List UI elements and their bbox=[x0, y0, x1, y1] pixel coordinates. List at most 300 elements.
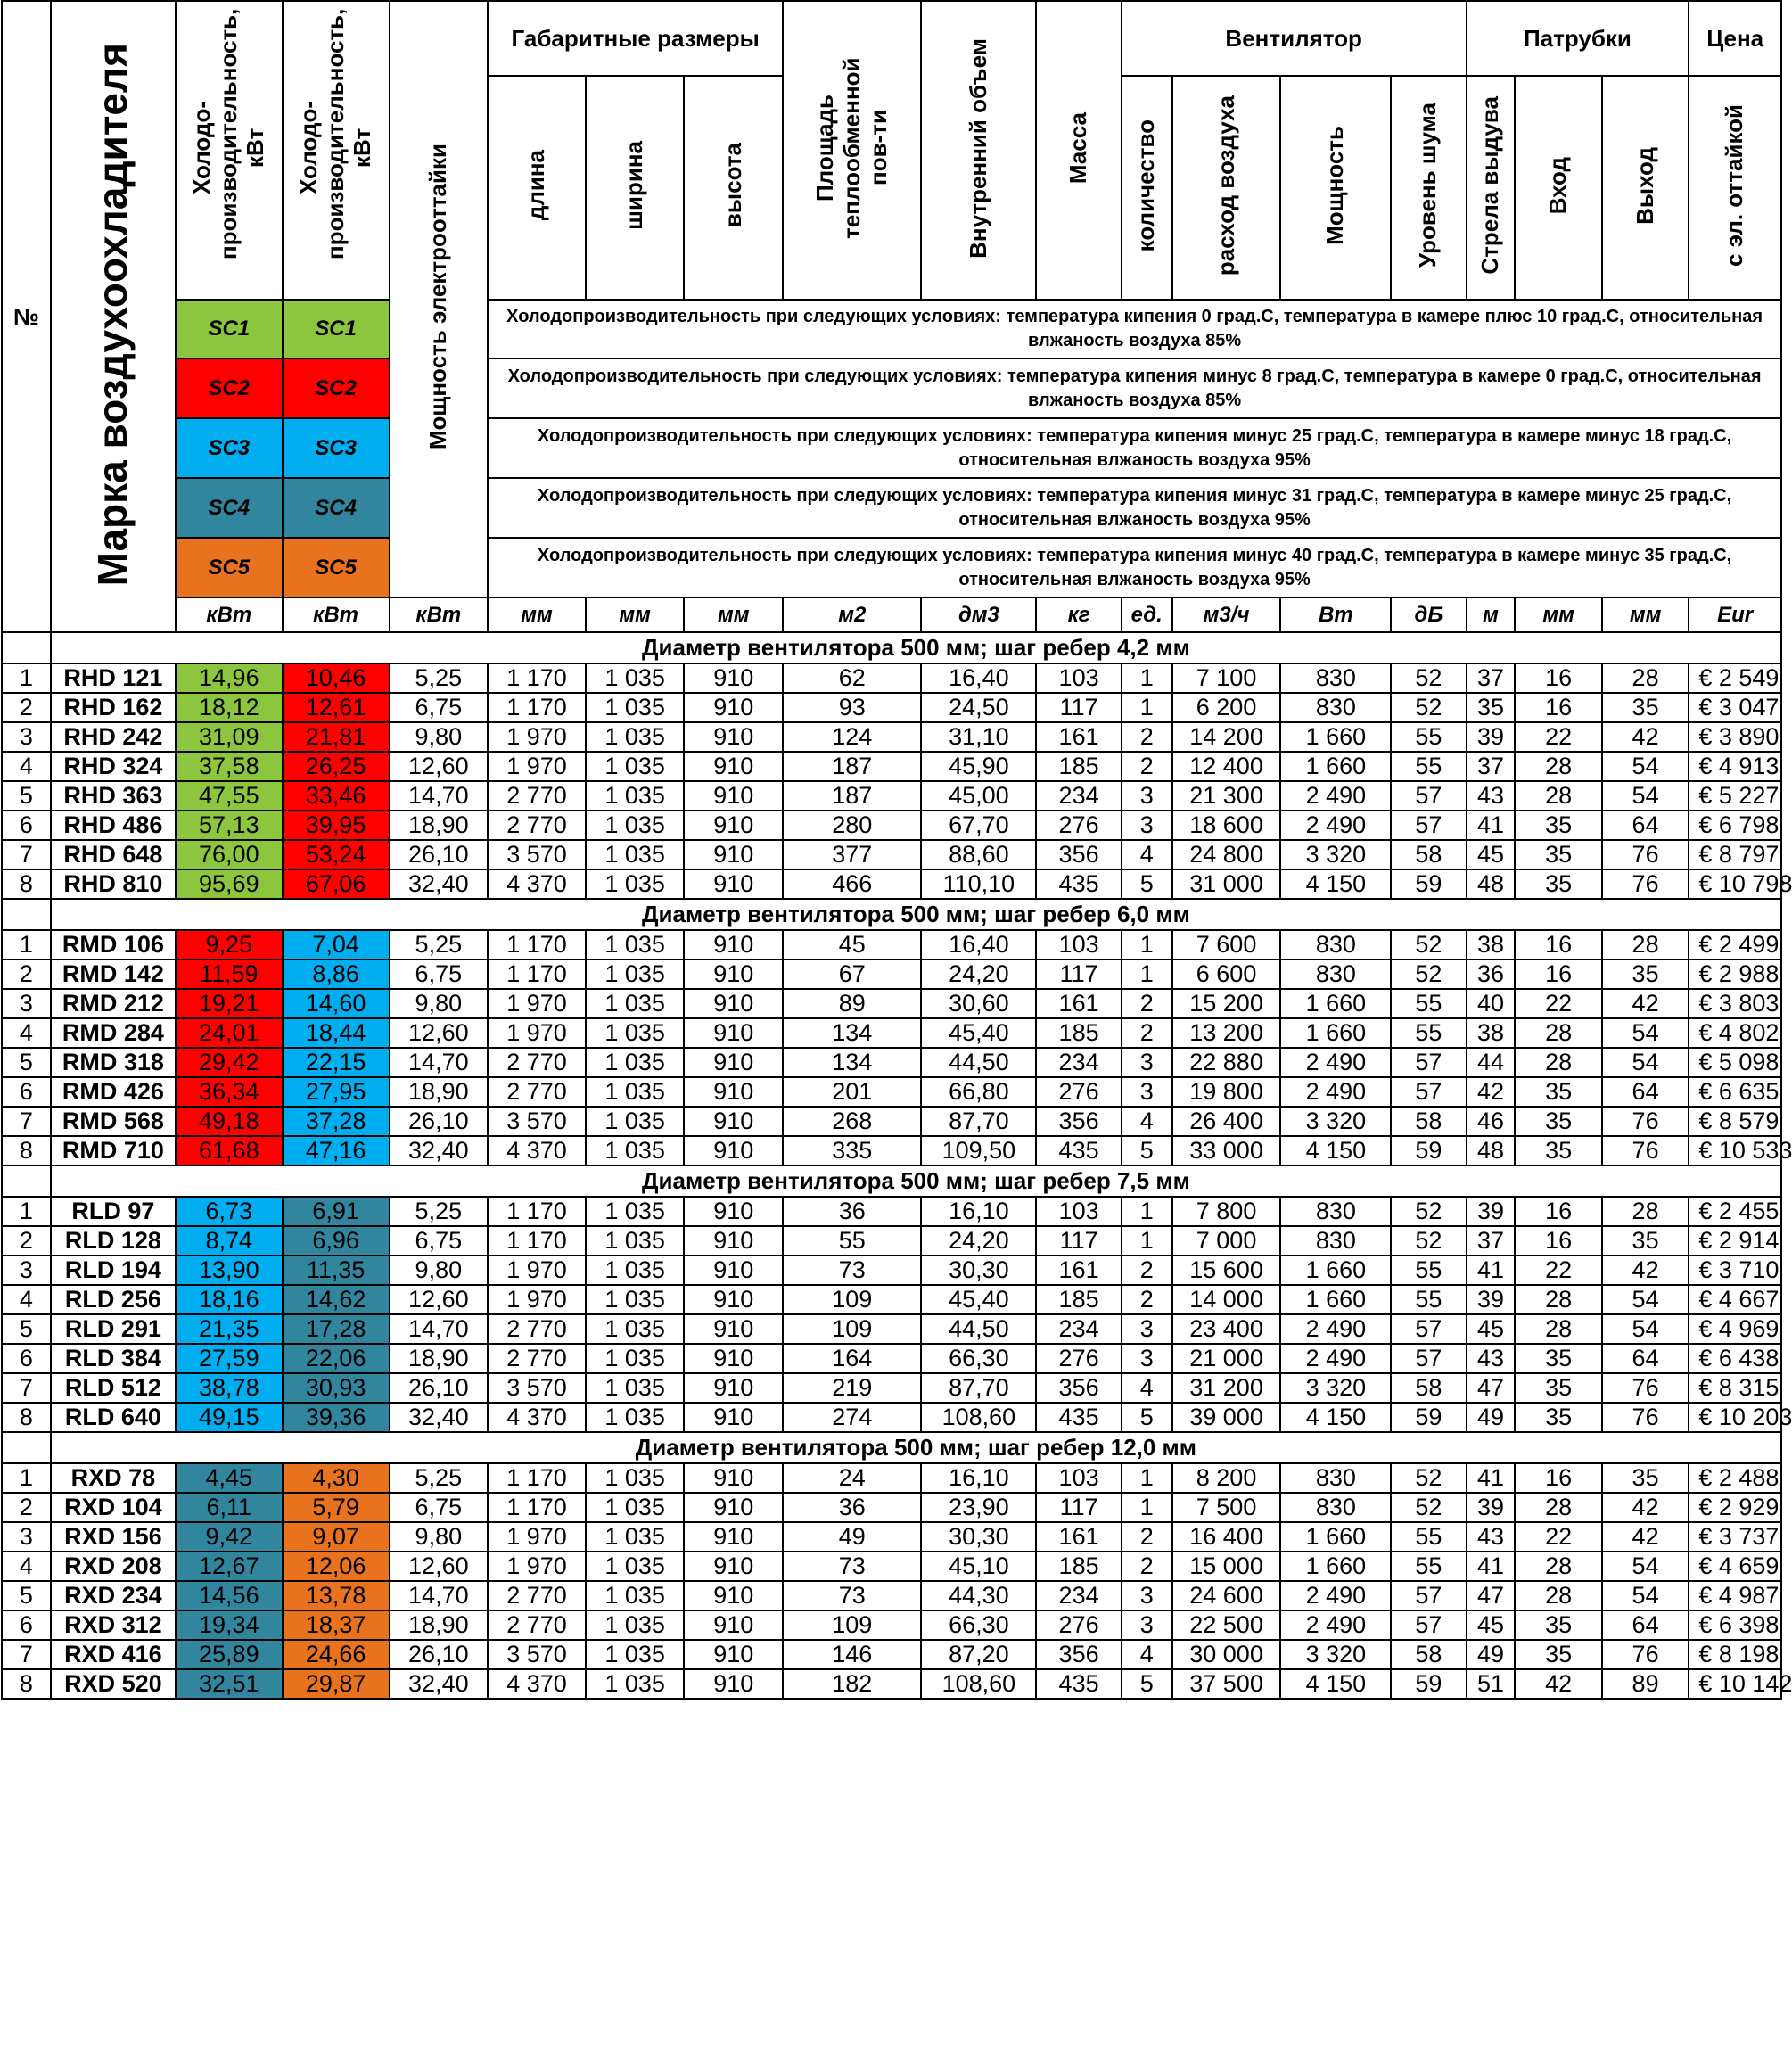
table-cell: 187 bbox=[783, 781, 921, 811]
table-cell: 830 bbox=[1280, 1463, 1391, 1493]
table-cell: 910 bbox=[684, 1197, 783, 1226]
table-cell: 39 bbox=[1467, 1197, 1516, 1226]
table-cell: 28 bbox=[1515, 781, 1601, 811]
price-cell: € 4 969 bbox=[1689, 1314, 1781, 1344]
unit-cell: мм bbox=[684, 597, 783, 632]
table-cell: 55 bbox=[1391, 989, 1466, 1018]
table-cell: 19 800 bbox=[1172, 1077, 1281, 1107]
table-cell: 2 bbox=[1122, 752, 1172, 781]
unit-cell: мм bbox=[1602, 597, 1689, 632]
table-cell: 12,60 bbox=[390, 1018, 489, 1048]
table-cell: 4 370 bbox=[488, 1136, 586, 1165]
table-cell: 46 bbox=[1467, 1107, 1516, 1136]
table-cell: 57 bbox=[1391, 1610, 1466, 1640]
table-cell: 2 490 bbox=[1280, 1314, 1391, 1344]
table-cell: 910 bbox=[684, 1493, 783, 1522]
table-cell: 1 035 bbox=[586, 869, 685, 899]
model-cell: RXD 78 bbox=[51, 1463, 176, 1493]
table-cell: 14,62 bbox=[283, 1285, 390, 1314]
table-cell: 59 bbox=[1391, 1403, 1466, 1432]
table-cell: 64 bbox=[1602, 811, 1689, 840]
table-cell: 185 bbox=[1036, 1018, 1121, 1048]
table-row bbox=[2, 1197, 1781, 1226]
table-cell: 910 bbox=[684, 1136, 783, 1165]
table-cell: 42 bbox=[1602, 989, 1689, 1018]
table-cell: 3 320 bbox=[1280, 1107, 1391, 1136]
table-cell: 26,10 bbox=[390, 840, 489, 869]
table-cell: 182 bbox=[783, 1669, 921, 1699]
table-cell: 27,59 bbox=[176, 1344, 283, 1373]
table-cell: 6 600 bbox=[1172, 959, 1281, 989]
table-cell: 35 bbox=[1602, 1226, 1689, 1256]
table-cell: 32,40 bbox=[390, 869, 489, 899]
table-cell: 55 bbox=[1391, 1522, 1466, 1552]
col-area-header: Площадь теплообменной пов-ти bbox=[783, 1, 921, 300]
table-cell: 18,90 bbox=[390, 1344, 489, 1373]
table-cell: 33 000 bbox=[1172, 1136, 1281, 1165]
table-cell: 33,46 bbox=[283, 781, 390, 811]
table-cell: 48 bbox=[1467, 1136, 1516, 1165]
model-cell: RMD 426 bbox=[51, 1077, 176, 1107]
table-cell: 4 bbox=[1122, 840, 1172, 869]
table-cell: 30,60 bbox=[921, 989, 1036, 1018]
table-cell: 466 bbox=[783, 869, 921, 899]
table-cell: 44,30 bbox=[921, 1581, 1036, 1610]
model-cell: RHD 162 bbox=[51, 693, 176, 722]
table-cell: 26,10 bbox=[390, 1373, 489, 1403]
table-cell: 1 970 bbox=[488, 1256, 586, 1285]
section-title: Диаметр вентилятора 500 мм; шаг ребер 4,2 мм bbox=[51, 632, 1781, 663]
table-cell: 910 bbox=[684, 1018, 783, 1048]
table-cell: 910 bbox=[684, 1669, 783, 1699]
table-cell: 1 035 bbox=[586, 1197, 685, 1226]
table-cell: 5 bbox=[1122, 1403, 1172, 1432]
condition-code-5-col2: SC5 bbox=[283, 538, 390, 597]
table-cell: 16 bbox=[1515, 1463, 1601, 1493]
table-cell: 910 bbox=[684, 989, 783, 1018]
unit-cell: кВт bbox=[176, 597, 283, 632]
unit-cell: м3/ч bbox=[1172, 597, 1281, 632]
table-cell: 5 bbox=[2, 1048, 51, 1077]
table-cell: 161 bbox=[1036, 1256, 1121, 1285]
table-cell: 42 bbox=[1467, 1077, 1516, 1107]
table-cell: 23 400 bbox=[1172, 1314, 1281, 1344]
table-cell: 1 035 bbox=[586, 1403, 685, 1432]
table-cell: 54 bbox=[1602, 1285, 1689, 1314]
table-cell: 37 500 bbox=[1172, 1669, 1281, 1699]
table-cell: 2 bbox=[1122, 1522, 1172, 1552]
table-cell: 53,24 bbox=[283, 840, 390, 869]
table-cell: 6 bbox=[2, 1610, 51, 1640]
table-cell: 910 bbox=[684, 1552, 783, 1581]
table-cell: 12,60 bbox=[390, 1285, 489, 1314]
table-cell: 52 bbox=[1391, 930, 1466, 959]
table-cell: 28 bbox=[1515, 752, 1601, 781]
table-cell: 24 bbox=[783, 1463, 921, 1493]
table-cell: 3 bbox=[1122, 1581, 1172, 1610]
table-cell: 23,90 bbox=[921, 1493, 1036, 1522]
table-cell: 1 170 bbox=[488, 1226, 586, 1256]
table-cell: 124 bbox=[783, 722, 921, 752]
table-cell: 1 bbox=[1122, 693, 1172, 722]
table-cell: 76 bbox=[1602, 840, 1689, 869]
table-cell: 7 600 bbox=[1172, 930, 1281, 959]
table-cell: 910 bbox=[684, 1610, 783, 1640]
col-inlet-header: Вход bbox=[1515, 76, 1601, 300]
unit-cell: м2 bbox=[783, 597, 921, 632]
model-cell: RMD 142 bbox=[51, 959, 176, 989]
table-cell: 28 bbox=[1515, 1018, 1601, 1048]
table-cell: 910 bbox=[684, 811, 783, 840]
table-cell: 161 bbox=[1036, 989, 1121, 1018]
unit-cell: м bbox=[1467, 597, 1516, 632]
table-cell: 57 bbox=[1391, 781, 1466, 811]
table-cell: 24,20 bbox=[921, 1226, 1036, 1256]
table-row bbox=[2, 1493, 1781, 1522]
model-cell: RLD 640 bbox=[51, 1403, 176, 1432]
table-cell: 52 bbox=[1391, 959, 1466, 989]
col-throw-header: Стрела выдува bbox=[1467, 76, 1516, 300]
table-cell: 38 bbox=[1467, 1018, 1516, 1048]
table-cell: 276 bbox=[1036, 1077, 1121, 1107]
table-cell: 35 bbox=[1515, 840, 1601, 869]
condition-code-4-col2: SC4 bbox=[283, 478, 390, 538]
table-cell: 1 035 bbox=[586, 1463, 685, 1493]
condition-code-3-col1: SC3 bbox=[176, 418, 283, 478]
table-cell: 910 bbox=[684, 930, 783, 959]
price-cell: € 2 988 bbox=[1689, 959, 1781, 989]
table-cell: 1 bbox=[1122, 1226, 1172, 1256]
table-cell: 45 bbox=[783, 930, 921, 959]
table-cell: 1 035 bbox=[586, 1136, 685, 1165]
table-cell: 2 490 bbox=[1280, 1077, 1391, 1107]
table-cell: 16 bbox=[1515, 693, 1601, 722]
table-cell: 93 bbox=[783, 693, 921, 722]
table-cell: 22 bbox=[1515, 989, 1601, 1018]
table-cell: 19,34 bbox=[176, 1610, 283, 1640]
table-row bbox=[2, 1285, 1781, 1314]
table-cell: 14,70 bbox=[390, 1581, 489, 1610]
table-cell: 41 bbox=[1467, 1552, 1516, 1581]
table-cell: 109 bbox=[783, 1314, 921, 1344]
table-cell: 187 bbox=[783, 752, 921, 781]
table-cell: 47,16 bbox=[283, 1136, 390, 1165]
price-group-header: Цена bbox=[1689, 1, 1781, 76]
table-cell: 435 bbox=[1036, 1403, 1121, 1432]
col-height-header: высота bbox=[684, 76, 783, 300]
table-cell: 3 bbox=[2, 722, 51, 752]
table-cell: 6 200 bbox=[1172, 693, 1281, 722]
table-cell: 830 bbox=[1280, 959, 1391, 989]
table-cell: 35 bbox=[1602, 693, 1689, 722]
table-cell: 1 035 bbox=[586, 1522, 685, 1552]
table-cell: 29,42 bbox=[176, 1048, 283, 1077]
model-cell: RLD 256 bbox=[51, 1285, 176, 1314]
table-cell: 9,80 bbox=[390, 989, 489, 1018]
table-cell: 1 170 bbox=[488, 1463, 586, 1493]
model-cell: RLD 512 bbox=[51, 1373, 176, 1403]
table-cell: 43 bbox=[1467, 781, 1516, 811]
table-cell: 11,59 bbox=[176, 959, 283, 989]
table-cell: 28 bbox=[1515, 1552, 1601, 1581]
table-cell: 89 bbox=[783, 989, 921, 1018]
table-cell: 1 bbox=[2, 1463, 51, 1493]
price-cell: € 4 802 bbox=[1689, 1018, 1781, 1048]
table-cell: 16 400 bbox=[1172, 1522, 1281, 1552]
price-cell: € 2 499 bbox=[1689, 930, 1781, 959]
table-cell: 234 bbox=[1036, 1048, 1121, 1077]
table-cell: 59 bbox=[1391, 1136, 1466, 1165]
model-cell: RHD 121 bbox=[51, 663, 176, 693]
condition-text-3: Холодопроизводительность при следующих условиях: температура кипения минус 25 град.С, температура в камере минус 18 град.С, относительная влжаность воздуха 95% bbox=[488, 418, 1781, 478]
table-cell: 21 000 bbox=[1172, 1344, 1281, 1373]
table-cell: 134 bbox=[783, 1048, 921, 1077]
table-cell: 66,30 bbox=[921, 1344, 1036, 1373]
table-cell: 59 bbox=[1391, 1669, 1466, 1699]
table-cell: 62 bbox=[783, 663, 921, 693]
table-cell: 24 800 bbox=[1172, 840, 1281, 869]
table-cell: 6,96 bbox=[283, 1226, 390, 1256]
table-cell: 54 bbox=[1602, 1018, 1689, 1048]
table-cell: 108,60 bbox=[921, 1669, 1036, 1699]
table-row bbox=[2, 1669, 1781, 1699]
table-cell: 12,67 bbox=[176, 1552, 283, 1581]
table-cell: 1 bbox=[1122, 930, 1172, 959]
price-cell: € 3 890 bbox=[1689, 722, 1781, 752]
table-cell: 8,74 bbox=[176, 1226, 283, 1256]
condition-code-2-col1: SC2 bbox=[176, 358, 283, 418]
table-cell: 54 bbox=[1602, 781, 1689, 811]
table-cell: 18,44 bbox=[283, 1018, 390, 1048]
model-cell: RMD 318 bbox=[51, 1048, 176, 1077]
table-cell: 8 bbox=[2, 1136, 51, 1165]
table-cell: 2 770 bbox=[488, 1581, 586, 1610]
price-cell: € 5 227 bbox=[1689, 781, 1781, 811]
table-cell: 41 bbox=[1467, 811, 1516, 840]
table-cell: 48 bbox=[1467, 869, 1516, 899]
table-cell: 73 bbox=[783, 1256, 921, 1285]
model-cell: RMD 212 bbox=[51, 989, 176, 1018]
table-cell: 22 880 bbox=[1172, 1048, 1281, 1077]
price-cell: € 4 659 bbox=[1689, 1552, 1781, 1581]
table-cell: 2 bbox=[1122, 1018, 1172, 1048]
model-cell: RLD 128 bbox=[51, 1226, 176, 1256]
table-cell: 22 bbox=[1515, 1256, 1601, 1285]
table-cell: 7 500 bbox=[1172, 1493, 1281, 1522]
table-cell: 9,07 bbox=[283, 1522, 390, 1552]
unit-cell: ед. bbox=[1122, 597, 1172, 632]
table-cell: 35 bbox=[1515, 1640, 1601, 1669]
table-cell: 910 bbox=[684, 869, 783, 899]
price-cell: € 3 710 bbox=[1689, 1256, 1781, 1285]
table-cell: 32,51 bbox=[176, 1669, 283, 1699]
section-title: Диаметр вентилятора 500 мм; шаг ребер 12,0 мм bbox=[51, 1432, 1781, 1463]
price-cell: € 2 549 bbox=[1689, 663, 1781, 693]
table-cell: 21,35 bbox=[176, 1314, 283, 1344]
table-cell: 2 770 bbox=[488, 1610, 586, 1640]
table-cell: 3 bbox=[2, 1256, 51, 1285]
table-cell: 31,10 bbox=[921, 722, 1036, 752]
table-cell: 276 bbox=[1036, 811, 1121, 840]
table-cell: 1 660 bbox=[1280, 722, 1391, 752]
table-cell: 1 970 bbox=[488, 722, 586, 752]
table-cell: 1 035 bbox=[586, 1048, 685, 1077]
table-cell: 356 bbox=[1036, 840, 1121, 869]
table-cell: 10,46 bbox=[283, 663, 390, 693]
model-cell: RMD 568 bbox=[51, 1107, 176, 1136]
table-cell: 76 bbox=[1602, 1640, 1689, 1669]
table-cell: 1 170 bbox=[488, 663, 586, 693]
table-cell: 61,68 bbox=[176, 1136, 283, 1165]
table-cell: 2 490 bbox=[1280, 811, 1391, 840]
table-cell: 1 bbox=[1122, 959, 1172, 989]
price-cell: € 3 047 bbox=[1689, 693, 1781, 722]
table-cell: 36,34 bbox=[176, 1077, 283, 1107]
table-cell: 32,40 bbox=[390, 1669, 489, 1699]
table-cell: 2 490 bbox=[1280, 781, 1391, 811]
table-cell: 1 035 bbox=[586, 752, 685, 781]
section-blank-cell bbox=[2, 1432, 51, 1463]
table-cell: 830 bbox=[1280, 1226, 1391, 1256]
table-cell: 8,86 bbox=[283, 959, 390, 989]
table-cell: 18,37 bbox=[283, 1610, 390, 1640]
table-row bbox=[2, 989, 1781, 1018]
table-cell: 13 200 bbox=[1172, 1018, 1281, 1048]
table-cell: 2 bbox=[2, 693, 51, 722]
price-cell: € 4 667 bbox=[1689, 1285, 1781, 1314]
table-cell: 36 bbox=[783, 1197, 921, 1226]
table-cell: 35 bbox=[1515, 1136, 1601, 1165]
table-cell: 2 770 bbox=[488, 1314, 586, 1344]
table-row bbox=[2, 1403, 1781, 1432]
table-cell: 1 bbox=[1122, 1463, 1172, 1493]
price-cell: € 8 797 bbox=[1689, 840, 1781, 869]
table-cell: 55 bbox=[1391, 1018, 1466, 1048]
model-cell: RXD 234 bbox=[51, 1581, 176, 1610]
table-cell: 47 bbox=[1467, 1373, 1516, 1403]
table-cell: 1 035 bbox=[586, 1226, 685, 1256]
fan-group-header: Вентилятор bbox=[1122, 1, 1467, 76]
table-cell: 19,21 bbox=[176, 989, 283, 1018]
table-cell: 1 660 bbox=[1280, 1285, 1391, 1314]
table-cell: 1 660 bbox=[1280, 1552, 1391, 1581]
table-cell: 6 bbox=[2, 1077, 51, 1107]
table-cell: 1 035 bbox=[586, 1107, 685, 1136]
price-cell: € 3 737 bbox=[1689, 1522, 1781, 1552]
table-cell: 910 bbox=[684, 1403, 783, 1432]
table-cell: 234 bbox=[1036, 1314, 1121, 1344]
price-cell: € 10 798 bbox=[1689, 869, 1781, 899]
table-cell: 146 bbox=[783, 1640, 921, 1669]
table-cell: 54 bbox=[1602, 1552, 1689, 1581]
table-cell: 1 035 bbox=[586, 1610, 685, 1640]
unit-cell: мм bbox=[488, 597, 586, 632]
table-cell: 18,90 bbox=[390, 1077, 489, 1107]
table-cell: 52 bbox=[1391, 1463, 1466, 1493]
table-cell: 45,00 bbox=[921, 781, 1036, 811]
table-cell: 1 660 bbox=[1280, 1522, 1391, 1552]
table-cell: 39,36 bbox=[283, 1403, 390, 1432]
table-cell: 47 bbox=[1467, 1581, 1516, 1610]
condition-code-2-col2: SC2 bbox=[283, 358, 390, 418]
table-cell: 38 bbox=[1467, 930, 1516, 959]
table-cell: 16,10 bbox=[921, 1197, 1036, 1226]
table-row bbox=[2, 1048, 1781, 1077]
table-cell: 109 bbox=[783, 1285, 921, 1314]
col-num-header: № bbox=[2, 1, 51, 632]
table-cell: 26,25 bbox=[283, 752, 390, 781]
table-cell: 1 970 bbox=[488, 989, 586, 1018]
table-cell: 26,10 bbox=[390, 1107, 489, 1136]
table-cell: 8 bbox=[2, 1669, 51, 1699]
price-cell: € 4 987 bbox=[1689, 1581, 1781, 1610]
table-cell: 1 970 bbox=[488, 1285, 586, 1314]
table-cell: 37 bbox=[1467, 663, 1516, 693]
table-cell: 1 035 bbox=[586, 722, 685, 752]
table-cell: 435 bbox=[1036, 1669, 1121, 1699]
table-cell: 2 bbox=[1122, 722, 1172, 752]
table-cell: 30 000 bbox=[1172, 1640, 1281, 1669]
condition-code-5-col1: SC5 bbox=[176, 538, 283, 597]
table-cell: 117 bbox=[1036, 693, 1121, 722]
table-cell: 117 bbox=[1036, 1226, 1121, 1256]
table-cell: 76 bbox=[1602, 1107, 1689, 1136]
table-cell: 5,25 bbox=[390, 1463, 489, 1493]
table-cell: 76 bbox=[1602, 1136, 1689, 1165]
table-cell: 54 bbox=[1602, 1581, 1689, 1610]
table-cell: 26 400 bbox=[1172, 1107, 1281, 1136]
table-cell: 1 035 bbox=[586, 1581, 685, 1610]
table-cell: 12 400 bbox=[1172, 752, 1281, 781]
table-cell: 67 bbox=[783, 959, 921, 989]
table-cell: 6,75 bbox=[390, 959, 489, 989]
table-cell: 37,58 bbox=[176, 752, 283, 781]
col-mass-header: Масса bbox=[1036, 1, 1121, 300]
table-cell: 29,87 bbox=[283, 1669, 390, 1699]
table-cell: 57 bbox=[1391, 1581, 1466, 1610]
price-cell: € 10 203 bbox=[1689, 1403, 1781, 1432]
table-cell: 52 bbox=[1391, 1493, 1466, 1522]
table-cell: 274 bbox=[783, 1403, 921, 1432]
table-cell: 110,10 bbox=[921, 869, 1036, 899]
table-cell: 103 bbox=[1036, 1197, 1121, 1226]
table-cell: 6 bbox=[2, 811, 51, 840]
table-cell: 4 bbox=[2, 752, 51, 781]
table-cell: 4 bbox=[2, 1018, 51, 1048]
table-cell: 830 bbox=[1280, 1493, 1391, 1522]
table-cell: 64 bbox=[1602, 1610, 1689, 1640]
price-cell: € 8 198 bbox=[1689, 1640, 1781, 1669]
table-row bbox=[2, 1226, 1781, 1256]
table-cell: 3 320 bbox=[1280, 1640, 1391, 1669]
table-cell: 7 100 bbox=[1172, 663, 1281, 693]
table-cell: 4 370 bbox=[488, 1403, 586, 1432]
table-cell: 2 490 bbox=[1280, 1048, 1391, 1077]
table-cell: 830 bbox=[1280, 663, 1391, 693]
price-cell: € 2 488 bbox=[1689, 1463, 1781, 1493]
table-cell: 6,75 bbox=[390, 1226, 489, 1256]
table-cell: 9,42 bbox=[176, 1522, 283, 1552]
table-cell: 356 bbox=[1036, 1373, 1121, 1403]
table-cell: 18 600 bbox=[1172, 811, 1281, 840]
table-cell: 21,81 bbox=[283, 722, 390, 752]
table-cell: 45,90 bbox=[921, 752, 1036, 781]
table-cell: 1 035 bbox=[586, 1640, 685, 1669]
table-cell: 66,80 bbox=[921, 1077, 1036, 1107]
table-row bbox=[2, 869, 1781, 899]
table-row bbox=[2, 1314, 1781, 1344]
table-cell: 42 bbox=[1602, 1493, 1689, 1522]
